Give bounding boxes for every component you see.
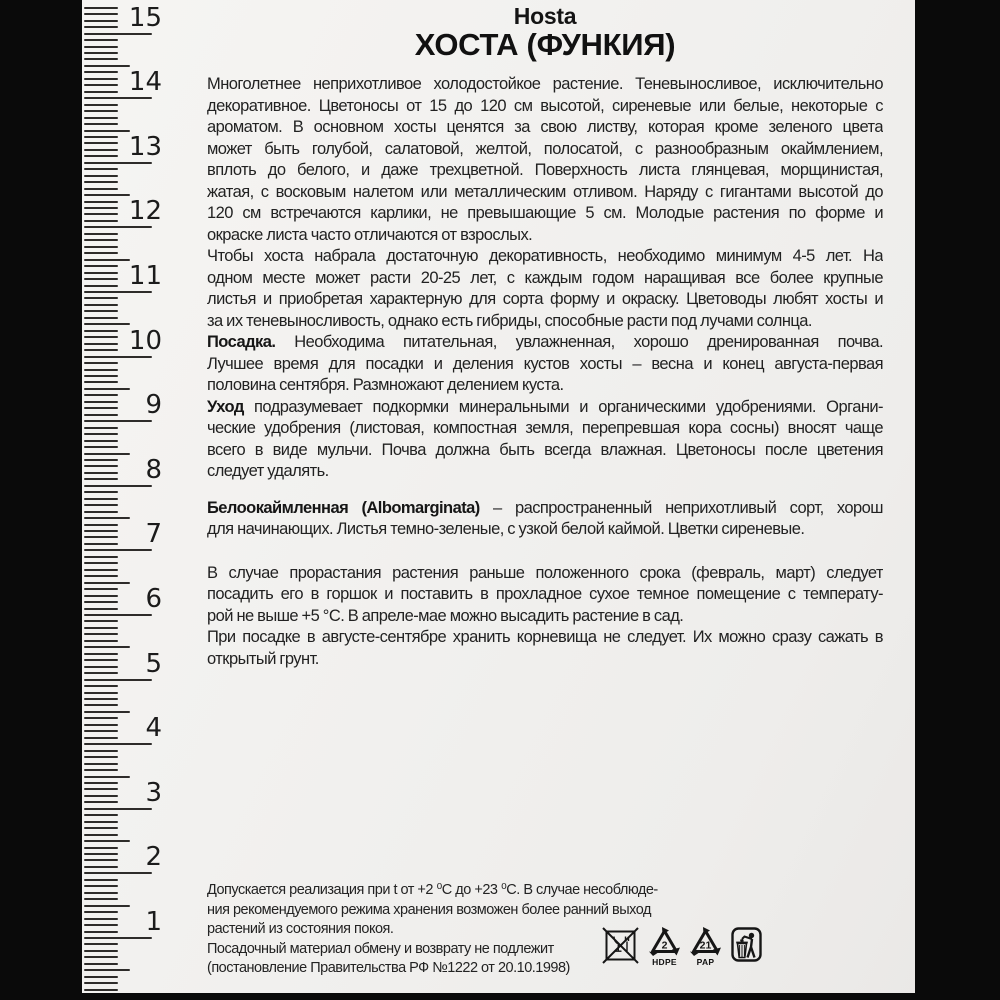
text-line: При посадке в августе-сентябре хранить корневища не следует. Их можно сразу сажать в — [207, 628, 883, 646]
ruler-tick — [84, 46, 118, 48]
ruler-number: 2 — [145, 842, 162, 873]
ruler-tick — [84, 911, 118, 913]
ruler-tick — [84, 885, 118, 887]
ruler-tick — [84, 866, 118, 868]
text-line: одном месте может расти 20-25 лет, с каждым годом наращивая все более крупные — [207, 268, 883, 287]
ruler-tick — [84, 356, 152, 358]
ruler-tick — [84, 666, 118, 668]
paragraph-lead: Уход — [207, 397, 244, 416]
ruler-number: 4 — [145, 713, 162, 744]
recycling-code: 2 — [661, 939, 668, 952]
ruler-tick — [84, 601, 118, 603]
body-text — [207, 74, 883, 670]
ruler-tick — [84, 879, 118, 881]
ruler-tick — [84, 104, 118, 106]
ruler-tick — [84, 640, 118, 642]
ruler-tick — [84, 524, 118, 526]
ruler-tick — [84, 517, 130, 519]
ruler-tick — [84, 840, 130, 842]
text-line: Лучшее время для посадки и деления кустов хосты – весна и конец августа-первая — [207, 354, 883, 373]
ruler-tick — [84, 498, 118, 500]
ruler-number: 6 — [145, 584, 162, 614]
ruler-tick — [84, 453, 130, 455]
text-line: окраске листа часто отличаются от взрослых. — [207, 225, 533, 244]
ruler-tick — [84, 485, 152, 487]
ruler-tick — [84, 110, 118, 112]
ruler-tick — [84, 672, 118, 674]
ruler-tick — [84, 950, 118, 952]
recycling-hdpe-icon — [649, 927, 680, 967]
crossed-glassware-icon — [602, 927, 639, 969]
ruler-tick — [84, 827, 118, 829]
text-line: декоративное. Цветоносы от 15 до 120 см высотой, сиреневые или белые, некоторые с — [207, 96, 883, 115]
text-line: открытый грунт. — [207, 649, 319, 668]
ruler-tick — [84, 750, 118, 752]
paragraph — [207, 498, 883, 541]
text-line: всего в виде мульчи. Почва должна быть всегда влажная. Цветоносы после цветения — [207, 440, 883, 459]
ruler-tick — [84, 459, 118, 461]
footnote-line: Посадочный материал обмену и возврату не подлежит — [207, 940, 554, 957]
ruler-tick — [84, 821, 118, 823]
ruler-tick — [84, 272, 118, 274]
ruler-tick — [84, 679, 152, 681]
ruler-tick — [84, 123, 118, 125]
packaging-icons-row — [602, 927, 762, 969]
paragraph-lead: Белоокаймленная (Albomarginata) — [207, 498, 480, 517]
text-line: жатая, с восковым налетом или металлическим отливом. Наряду с гигантами высотой до — [207, 182, 883, 201]
ruler-tick — [84, 52, 118, 54]
ruler-tick — [84, 407, 118, 409]
ruler-tick — [84, 872, 152, 874]
ruler-tick — [84, 26, 118, 28]
ruler-tick — [84, 963, 118, 965]
ruler-tick — [84, 724, 118, 726]
title-latin: Hosta — [513, 3, 577, 29]
ruler-tick — [84, 588, 118, 590]
text-line: может быть голубой, салатовой, желтой, полосатой, с разнообразным окаймлением, — [207, 139, 883, 158]
ruler-tick — [84, 149, 118, 151]
ruler-tick — [84, 556, 118, 558]
ruler-tick — [84, 33, 152, 35]
ruler-tick — [84, 381, 118, 383]
ruler-tick — [84, 226, 152, 228]
ruler-tick — [84, 362, 118, 364]
ruler-tick — [84, 582, 130, 584]
text-line: Многолетнее неприхотливое холодостойкое растение. Теневыносливое, исключительно — [207, 75, 883, 93]
ruler-number: 9 — [145, 390, 162, 421]
ruler-tick — [84, 440, 118, 442]
paragraph — [207, 246, 883, 332]
paragraph — [207, 74, 883, 246]
text-line: ческие удобрения (листовая, компостная земля, перепревшая кора сосны) вносят чаще — [207, 419, 883, 437]
ruler-tick — [84, 39, 118, 41]
ruler-tick — [84, 91, 118, 93]
ruler-tick — [84, 575, 118, 577]
ruler-tick — [84, 853, 118, 855]
ruler-tick — [84, 795, 118, 797]
ruler-tick — [84, 446, 118, 448]
ruler-tick — [84, 285, 118, 287]
ruler-tick — [84, 58, 118, 60]
ruler-tick — [84, 323, 130, 325]
ruler-tick — [84, 336, 118, 338]
ruler-number: 10 — [128, 325, 162, 356]
ruler-tick — [84, 969, 130, 971]
ruler-number: 15 — [128, 2, 162, 33]
ruler-tick — [84, 252, 118, 254]
ruler-tick — [84, 595, 118, 597]
ruler-number: 5 — [145, 648, 162, 679]
text-line: за их теневыносливость, однако есть гибриды, способные расти под лучами солнца. — [207, 311, 812, 330]
ruler-tick — [84, 847, 118, 849]
ruler-tick — [84, 737, 118, 739]
ruler-tick — [84, 349, 118, 351]
label-content — [207, 0, 883, 1000]
ruler-tick — [84, 278, 118, 280]
ruler-tick — [84, 704, 118, 706]
ruler-number: 11 — [128, 261, 162, 291]
ruler-tick — [84, 375, 118, 377]
ruler-tick — [84, 931, 118, 933]
text-line: половина сентября. Размножают делением куста. — [207, 376, 564, 394]
ruler-tick — [84, 65, 130, 67]
ruler-tick — [84, 763, 118, 765]
ruler-tick — [84, 7, 118, 9]
ruler-tick — [84, 130, 130, 132]
footnote-line: Допускается реализация при t от +2 ⁰С до +23 ⁰С. В случае несоблюде- — [207, 882, 658, 898]
ruler-tick — [84, 207, 118, 209]
ruler-tick — [84, 97, 152, 99]
ruler-tick — [84, 259, 130, 261]
ruler-tick — [84, 310, 118, 312]
ruler-tick — [84, 918, 118, 920]
text-line: Посадка. Необходима питательная, увлажненная, хорошо дренированная почва. — [207, 333, 883, 351]
text-line: рой не выше +5 °С. В апреле-мае можно высадить растение в сад. — [207, 606, 684, 625]
ruler-tick — [84, 562, 118, 564]
ruler-tick — [84, 491, 118, 493]
ruler-tick — [84, 78, 118, 80]
ruler-tick — [84, 653, 118, 655]
page-title: ХОСТА (ФУНКИЯ) — [414, 27, 676, 62]
text-line: 120 см встречаются карлики, не превышающие 5 см. Молодые растения по форме и — [207, 204, 883, 222]
ruler-tick — [84, 20, 118, 22]
ruler-number: 7 — [145, 519, 162, 550]
photo-black-edge-right — [915, 0, 1000, 1000]
text-line: Чтобы хоста набрала достаточную декоративность, необходимо минимум 4-5 лет. На — [207, 247, 883, 265]
ruler-tick — [84, 633, 118, 635]
recycling-pap-icon — [690, 927, 721, 967]
footnote-line: (постановление Правительства РФ №1222 от 20.10.1998) — [207, 960, 570, 976]
ruler-tick — [84, 782, 118, 784]
ruler-tick — [84, 168, 118, 170]
ruler-tick — [84, 181, 118, 183]
ruler-tick — [84, 685, 118, 687]
paragraph — [207, 397, 883, 483]
paragraph — [207, 563, 883, 628]
ruler-tick — [84, 317, 118, 319]
ruler-tick — [84, 201, 118, 203]
text-line: ароматом. В основном хосты ценятся за свою листву, которая кроме зеленого цвета — [207, 118, 883, 136]
ruler-tick — [84, 246, 118, 248]
footnote-line: ния рекомендуемого режима хранения возможен более ранний выход — [207, 901, 651, 918]
ruler-tick — [84, 646, 130, 648]
ruler-tick — [84, 343, 118, 345]
text-line: для начинающих. Листья темно-зеленые, с узкой белой каймой. Цветки сиреневые. — [207, 520, 805, 538]
ruler-tick — [84, 956, 118, 958]
ruler-tick — [84, 814, 118, 816]
ruler — [82, 0, 177, 1000]
ruler-tick — [84, 330, 118, 332]
ruler-tick — [84, 239, 118, 241]
ruler-tick — [84, 511, 118, 513]
paragraph — [207, 332, 883, 397]
ruler-tick — [84, 117, 118, 119]
ruler-tick — [84, 13, 118, 15]
ruler-tick — [84, 892, 118, 894]
ruler-tick — [84, 162, 152, 164]
ruler-tick — [84, 769, 118, 771]
text-line: листья и приобретая характерную для сорта форму и окраску. Цветоводы любят хосты и — [207, 290, 883, 308]
ruler-tick — [84, 698, 118, 700]
text-line: вплоть до белого, и даже трехцветной. Поверхность листа глянцевая, морщинистая, — [207, 161, 883, 179]
ruler-number: 14 — [128, 67, 162, 98]
text-line: Уход подразумевает подкормки минеральными и органическими удобрениями. Органи- — [207, 397, 883, 416]
footnote-line: растений из состояния покоя. — [207, 921, 394, 937]
ruler-tick — [84, 549, 152, 551]
ruler-tick — [84, 924, 118, 926]
ruler-tick — [84, 730, 118, 732]
ruler-tick — [84, 472, 118, 474]
ruler-tick — [84, 543, 118, 545]
ruler-tick — [84, 420, 152, 422]
ruler-tick — [84, 620, 118, 622]
ruler-tick — [84, 756, 118, 758]
ruler-tick — [84, 982, 118, 984]
ruler-tick — [84, 297, 118, 299]
ruler-tick — [84, 136, 118, 138]
ruler-tick — [84, 976, 118, 978]
ruler-number: 12 — [128, 196, 162, 227]
ruler-tick — [84, 743, 152, 745]
ruler-number: 1 — [145, 907, 162, 937]
ruler-tick — [84, 84, 118, 86]
material-label-hdpe: HDPE — [652, 957, 677, 967]
tidy-man-icon — [731, 927, 762, 967]
ruler-tick — [84, 937, 152, 939]
material-label-pap: PAP — [696, 957, 715, 967]
ruler-tick — [84, 627, 118, 629]
ruler-tick — [84, 291, 152, 293]
ruler-tick — [84, 433, 118, 435]
ruler-tick — [84, 943, 118, 945]
ruler-tick — [84, 989, 118, 991]
ruler-tick — [84, 265, 118, 267]
ruler-tick — [84, 175, 118, 177]
recycling-code: 21 — [699, 939, 712, 952]
ruler-number: 13 — [128, 131, 162, 162]
ruler-tick — [84, 427, 118, 429]
ruler-tick — [84, 776, 130, 778]
ruler-tick — [84, 608, 118, 610]
ruler-tick — [84, 401, 118, 403]
ruler-number: 8 — [145, 454, 162, 485]
ruler-tick — [84, 220, 118, 222]
ruler-tick — [84, 659, 118, 661]
text-line: В случае прорастания растения раньше положенного срока (февраль, март) следует — [207, 563, 883, 582]
ruler-tick — [84, 834, 118, 836]
ruler-tick — [84, 898, 118, 900]
ruler-tick — [84, 504, 118, 506]
ruler-tick — [84, 711, 130, 713]
text-line: следует удалять. — [207, 462, 329, 480]
photo-black-edge-bottom — [0, 993, 1000, 1000]
ruler-tick — [84, 808, 152, 810]
ruler-tick — [84, 905, 130, 907]
ruler-tick — [84, 414, 118, 416]
photo-black-edge-left — [0, 0, 82, 1000]
ruler-number: 3 — [145, 777, 162, 808]
paragraph — [207, 627, 883, 670]
ruler-tick — [84, 530, 118, 532]
paragraph-lead: Посадка. — [207, 333, 276, 351]
ruler-tick — [84, 194, 130, 196]
ruler-tick — [84, 614, 152, 616]
ruler-tick — [84, 569, 118, 571]
ruler-tick — [84, 233, 118, 235]
ruler-tick — [84, 692, 118, 694]
ruler-tick — [84, 369, 118, 371]
ruler-tick — [84, 304, 118, 306]
text-line: посадить его в горшок и поставить в прохладное сухое темное помещение с температу- — [207, 585, 883, 603]
text-line: Белоокаймленная (Albomarginata) – распространенный неприхотливый сорт, хорош — [207, 498, 883, 517]
ruler-tick — [84, 188, 118, 190]
ruler-tick — [84, 388, 130, 390]
